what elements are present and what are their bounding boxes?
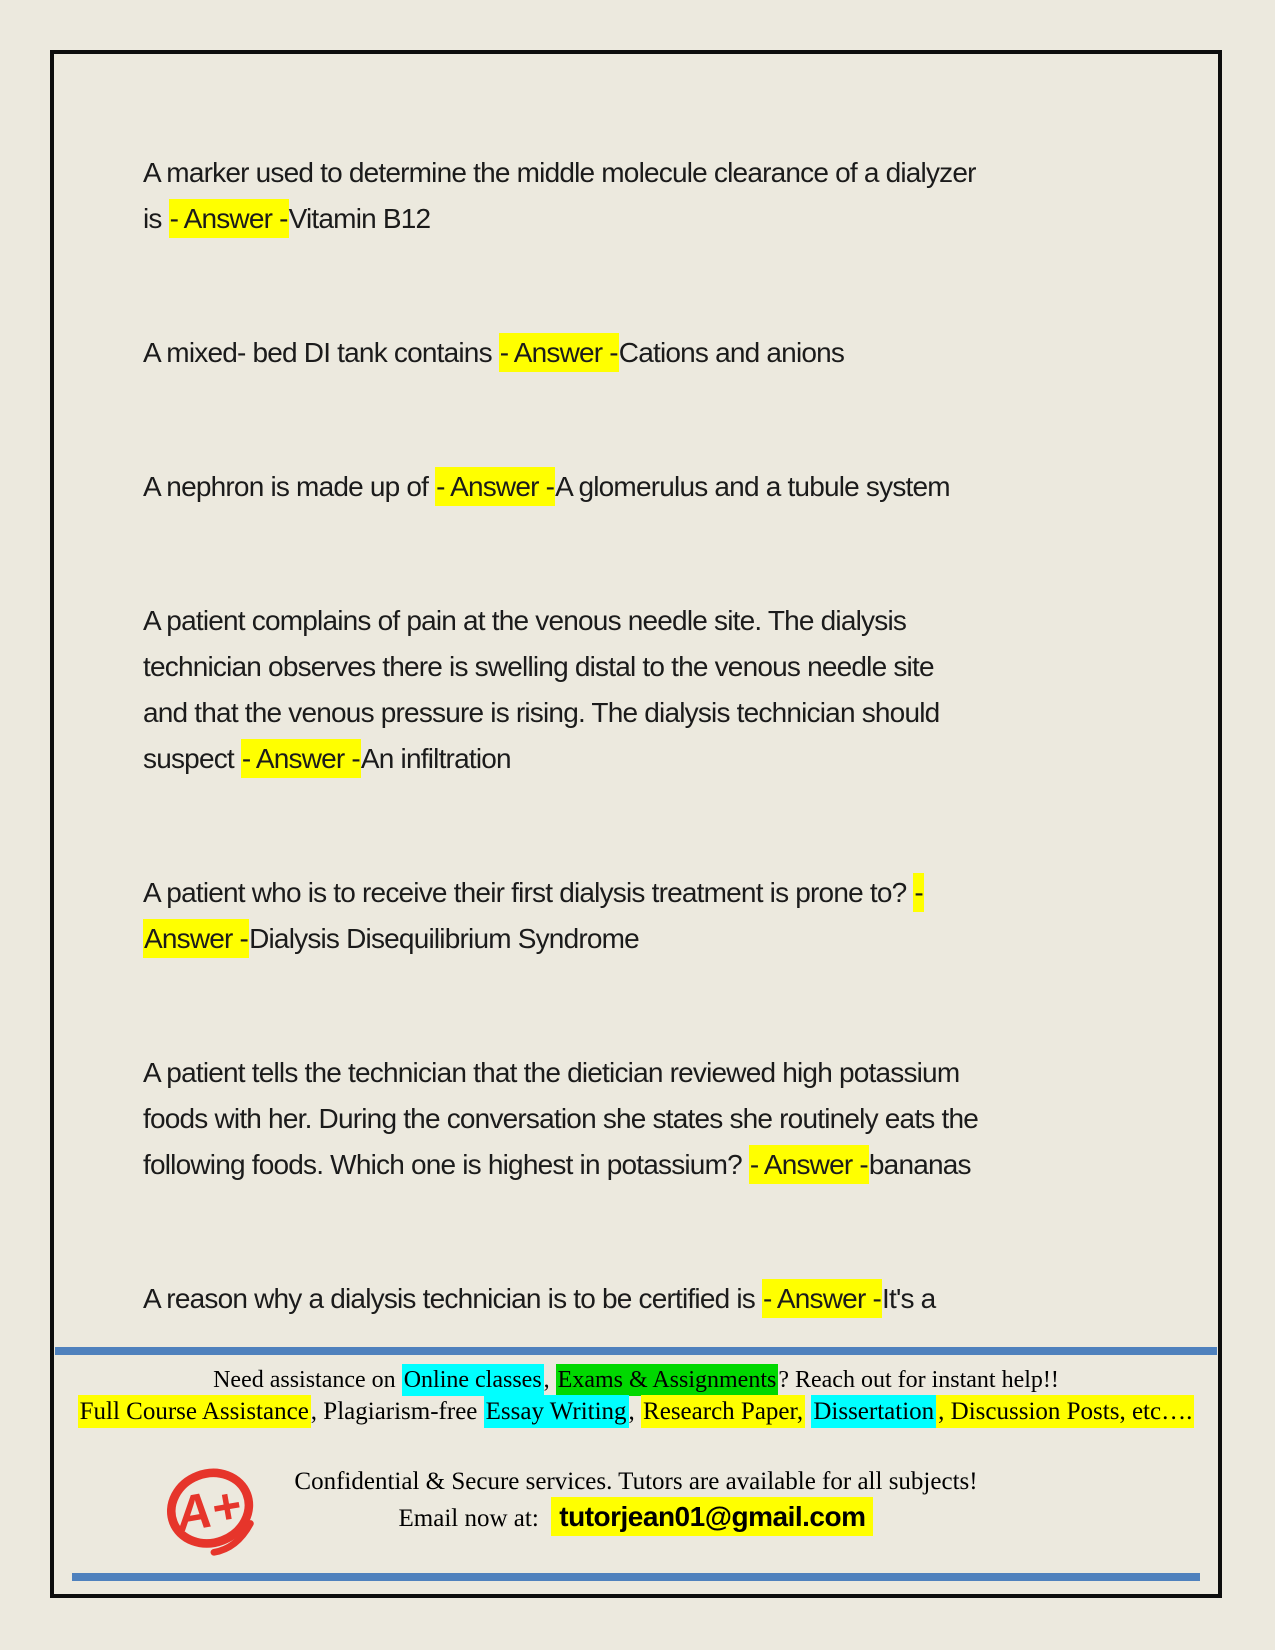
highlight-segment-yellow: Full Course Assistance (78, 1395, 311, 1428)
highlight-segment-yellow: - Answer - (762, 1279, 882, 1318)
text-segment: , (628, 1398, 642, 1425)
document-frame (50, 50, 1222, 1598)
text-segment: A reason why a dialysis technician is to be certified is (143, 1283, 762, 1314)
highlight-segment-yellow: - (913, 873, 924, 912)
footer-assistance-line (54, 1365, 1218, 1395)
text-segment: It's a (881, 1283, 936, 1314)
text-line (143, 330, 1178, 376)
text-line (143, 196, 1178, 242)
highlight-segment-yellow: , Discussion Posts, etc…. (936, 1395, 1194, 1428)
qa-paragraph (143, 464, 1178, 510)
text-line (143, 1142, 1178, 1188)
text-segment: An infiltration (360, 743, 511, 774)
text-line (143, 1050, 1178, 1096)
text-segment: , (543, 1367, 556, 1393)
text-segment: A nephron is made up of (143, 471, 436, 502)
highlight-segment-yellow: - Answer - (169, 199, 289, 238)
text-line (143, 736, 1178, 782)
text-line (143, 690, 1178, 736)
text-segment: bananas (868, 1149, 971, 1180)
qa-paragraph (143, 150, 1178, 242)
highlight-segment-cyan: Essay Writing (484, 1395, 629, 1428)
highlight-segment-yellow: - Answer - (435, 467, 555, 506)
text-segment: Email now at: (398, 1505, 552, 1532)
text-segment: , Plagiarism-free (310, 1398, 484, 1425)
highlight-segment-cyan: Online classes (402, 1364, 544, 1396)
highlight-segment-yellow: - Answer - (241, 739, 361, 778)
footer-confidential-line: Confidential & Secure services. Tutors are available for all subjects! (294, 1468, 978, 1495)
text-line (143, 1096, 1178, 1142)
qa-paragraph (143, 330, 1178, 376)
text-segment: A patient tells the technician that the dietician reviewed high potassium (143, 1057, 960, 1088)
text-segment: A mixed- bed DI tank contains (143, 337, 499, 368)
highlight-segment-yellow: - Answer - (499, 333, 619, 372)
text-segment: Vitamin B12 (288, 203, 431, 234)
text-segment: suspect (143, 743, 241, 774)
text-line (143, 916, 1178, 962)
text-segment: following foods. Which one is highest in potassium? (143, 1149, 749, 1180)
qa-paragraph (143, 870, 1178, 962)
highlight-segment-cyan: Dissertation (811, 1395, 936, 1428)
text-line (143, 598, 1178, 644)
text-segment: technician observes there is swelling distal to the venous needle site (143, 651, 934, 682)
text-segment: Cations and anions (618, 337, 845, 368)
text-segment: A marker used to determine the middle molecule clearance of a dialyzer (143, 157, 976, 188)
text-segment: A glomerulus and a tubule system (555, 471, 950, 502)
highlight-segment-yellow: Research Paper, (641, 1395, 805, 1428)
text-line (143, 1276, 1178, 1322)
logo-a-plus-text: A+ (171, 1476, 246, 1543)
text-segment: A patient who is to receive their first dialysis treatment is prone to? (143, 877, 914, 908)
qa-paragraph (143, 1276, 1178, 1322)
footer-divider-bottom (72, 1573, 1200, 1581)
text-segment: Dialysis Disequilibrium Syndrome (249, 923, 639, 954)
text-line (143, 644, 1178, 690)
qa-content (143, 150, 1178, 1322)
text-line (143, 464, 1178, 510)
footer-divider-top (55, 1347, 1217, 1355)
text-segment: A patient complains of pain at the venous needle site. The dialysis (143, 605, 907, 636)
text-segment: is (143, 203, 169, 234)
highlight-segment-yellow: - Answer - (749, 1145, 869, 1184)
footer-services-line (54, 1397, 1218, 1427)
text-segment: Need assistance on (213, 1367, 402, 1393)
text-segment: and that the venous pressure is rising. The dialysis technician should (143, 697, 940, 728)
qa-paragraph (143, 1050, 1178, 1188)
highlight-segment-yellow: Answer - (143, 919, 249, 958)
text-segment: ? Reach out for instant help!! (778, 1367, 1059, 1393)
qa-paragraph (143, 598, 1178, 782)
text-segment: foods with her. During the conversation she states she routinely eats the (143, 1103, 979, 1134)
highlight-segment-yellow: tutorjean01@gmail.com (551, 1497, 873, 1536)
text-line (143, 150, 1178, 196)
footer-email-line (54, 1500, 1218, 1536)
text-line (143, 870, 1178, 916)
highlight-segment-green: Exams & Assignments (556, 1364, 779, 1396)
